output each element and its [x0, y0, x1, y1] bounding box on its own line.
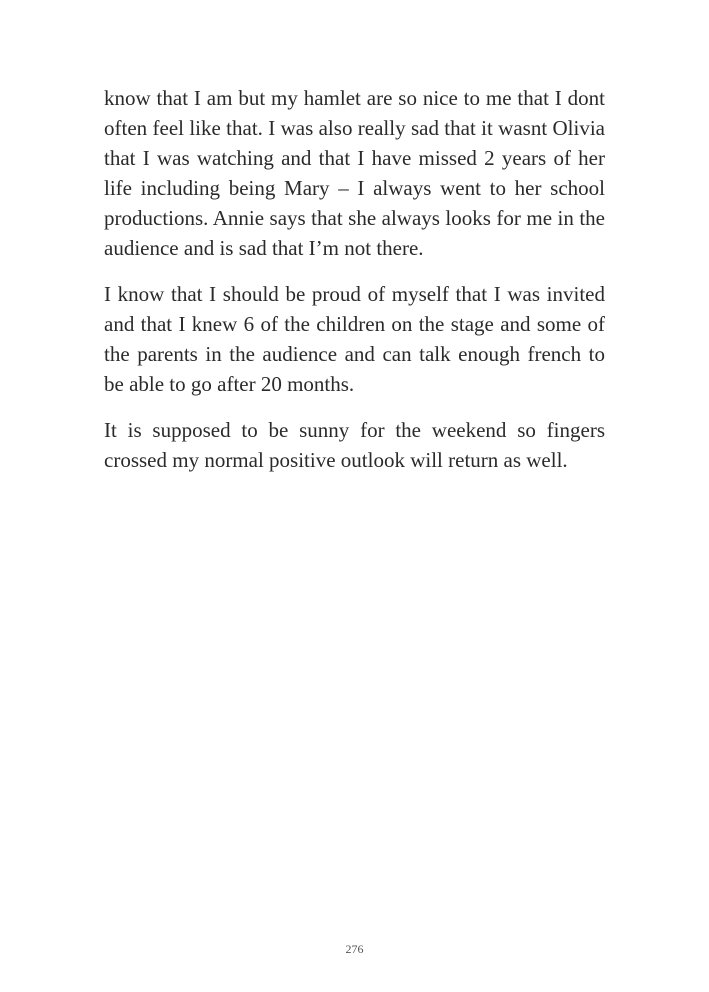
body-text — [104, 83, 605, 491]
paragraph-3: It is supposed to be sunny for the weekend so fingers crossed my normal positive outlook will return as well. — [104, 418, 605, 472]
paragraph-1: know that I am but my hamlet are so nice to me that I dont often feel like that. I was also really sad that it wasnt Olivia that I was watching and that I have missed 2 years of her life including being Mary – I always went to her school productions. Annie says that she always looks for me in the audience and is sad that I’m not there. — [104, 86, 605, 260]
page-number: 276 — [345, 942, 364, 956]
paragraph-2: I know that I should be proud of myself that I was invited and that I knew 6 of the children on the stage and some of the parents in the audience and can talk enough french to be able to go after 20 months. — [104, 282, 605, 396]
